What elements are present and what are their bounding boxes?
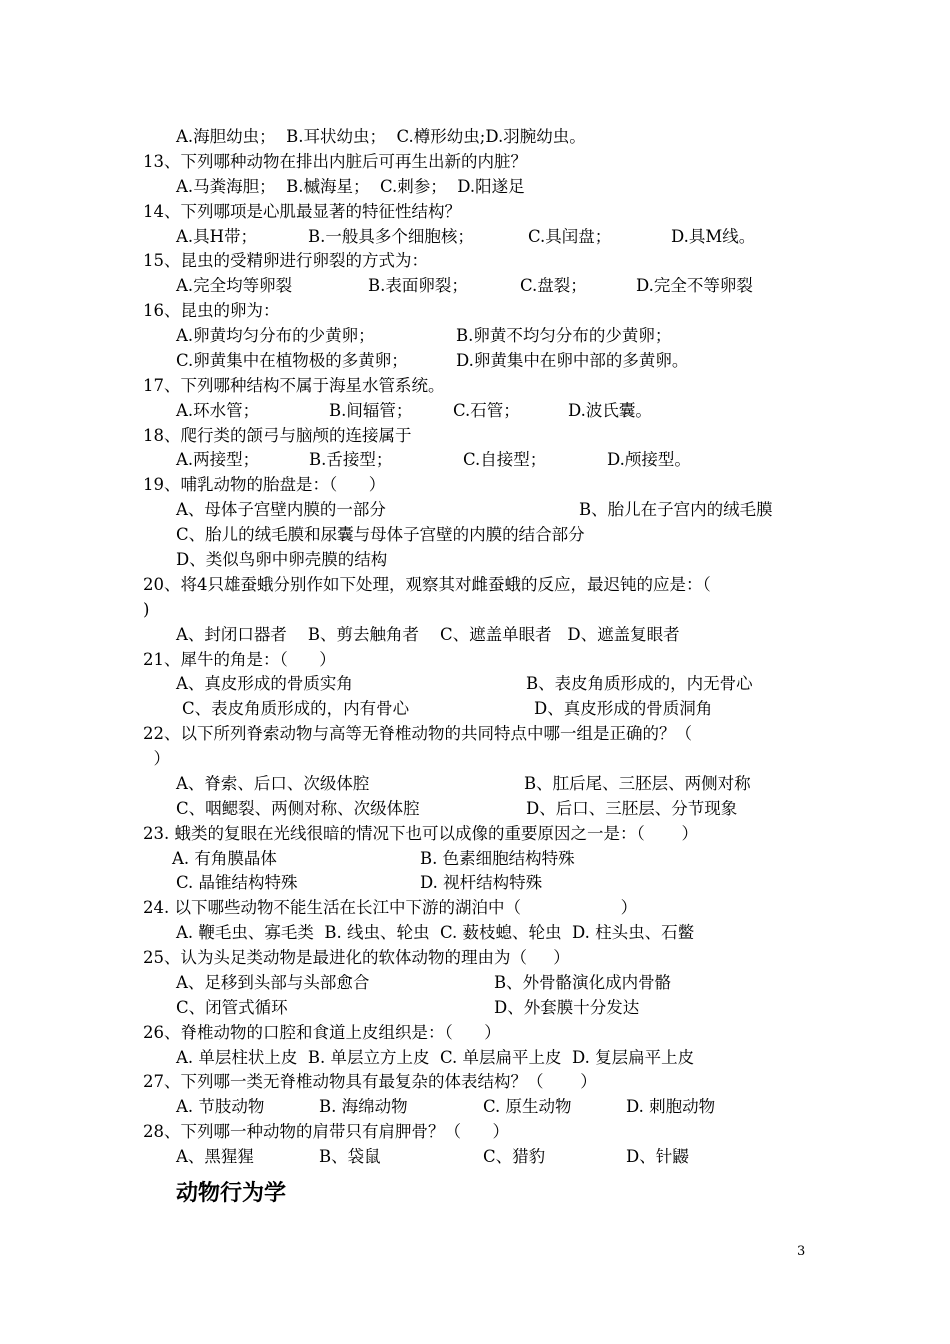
- option-text: C、咽鳃裂、两侧对称、次级体腔: [176, 798, 420, 818]
- options-line: A、封闭口器者 B、剪去触角者 C、遮盖单眼者 D、遮盖复眼者: [176, 624, 680, 644]
- option-text: B、表皮角质形成的，内无骨心: [526, 674, 753, 694]
- option-text: D.卵黄集中在卵中部的多黄卵。: [456, 350, 689, 370]
- question-line: ）: [143, 749, 170, 768]
- option-text: D、真皮形成的骨质洞角: [534, 699, 713, 719]
- option-text: B、外骨骼演化成内骨骼: [494, 972, 672, 992]
- page-number: 3: [797, 1244, 806, 1259]
- options-line: A.海胆幼虫； B.耳状幼虫； C.樽形幼虫;D.羽腕幼虫。: [176, 127, 586, 146]
- option-text: D.颅接型。: [607, 450, 691, 470]
- option-text: C. 原生动物: [483, 1097, 572, 1117]
- option-text: B.一般具多个细胞核；: [308, 226, 474, 246]
- option-text: B、胎儿在子宫内的绒毛膜: [579, 500, 773, 520]
- options-line: D、类似鸟卵中卵壳膜的结构: [176, 550, 388, 569]
- option-text: D、针鼹: [626, 1147, 689, 1167]
- question-line: 27、下列哪一类无脊椎动物具有最复杂的体表结构？（ ）: [143, 1072, 597, 1092]
- question-line: 14、下列哪项是心肌最显著的特征性结构？: [143, 201, 461, 221]
- option-text: D、外套膜十分发达: [494, 997, 640, 1017]
- options-line: C、胎儿的绒毛膜和尿囊与母体子宫壁的内膜的结合部分: [176, 525, 585, 545]
- options-line: A.马粪海胆； B.槭海星； C.刺参； D.阳遂足: [176, 176, 525, 196]
- option-text: C、猎豹: [483, 1147, 546, 1167]
- question-line: 22、以下所列脊索动物与高等无脊椎动物的共同特点中哪一组是正确的？（: [143, 724, 692, 744]
- option-text: A、母体子宫壁内膜的一部分: [176, 500, 386, 520]
- option-text: A.环水管；: [176, 400, 260, 420]
- option-text: D.波氏囊。: [568, 400, 652, 420]
- option-text: C. 晶锥结构特殊: [176, 873, 298, 893]
- option-text: A. 有角膜晶体: [172, 848, 277, 868]
- option-text: C.自接型；: [463, 450, 547, 470]
- question-line: 18、爬行类的颌弓与脑颅的连接属于: [143, 425, 412, 445]
- question-line: 26、脊椎动物的口腔和食道上皮组织是：（ ）: [143, 1022, 501, 1042]
- option-text: A、脊索、后口、次级体腔: [176, 773, 370, 793]
- question-line: ): [143, 599, 150, 619]
- option-text: B、肛后尾、三胚层、两侧对称: [524, 773, 751, 793]
- option-text: A. 节肢动物: [176, 1097, 265, 1117]
- option-text: B.表面卵裂；: [368, 276, 468, 296]
- question-line: 16、昆虫的卵为：: [143, 301, 280, 321]
- question-line: 19、哺乳动物的胎盘是：（ ）: [143, 475, 386, 495]
- option-text: C、闭管式循环: [176, 997, 288, 1017]
- option-text: C.具闰盘；: [528, 226, 612, 246]
- question-line: 28、下列哪一种动物的肩带只有肩胛骨？（ ）: [143, 1122, 509, 1142]
- section-heading: 动物行为学: [176, 1181, 287, 1206]
- question-line: 23. 蛾类的复眼在光线很暗的情况下也可以成像的重要原因之一是：（ ）: [143, 823, 698, 843]
- question-line: 15、昆虫的受精卵进行卵裂的方式为：: [143, 251, 428, 271]
- option-text: A.两接型；: [176, 450, 260, 470]
- question-line: 21、犀牛的角是：（ ）: [143, 649, 336, 669]
- option-text: B. 色素细胞结构特殊: [420, 848, 575, 868]
- option-text: A、足移到头部与头部愈合: [176, 972, 370, 992]
- option-text: B、袋鼠: [319, 1147, 381, 1167]
- option-text: C.石管；: [453, 400, 520, 420]
- question-line: 24. 以下哪些动物不能生活在长江中下游的湖泊中（ ）: [143, 898, 638, 918]
- question-line: 25、认为头足类动物是最进化的软体动物的理由为（ ）: [143, 948, 570, 967]
- option-text: D、后口、三胚层、分节现象: [526, 798, 738, 818]
- option-text: B.舌接型；: [309, 450, 393, 470]
- option-text: C.卵黄集中在植物极的多黄卵；: [176, 350, 408, 370]
- option-text: B.卵黄不均匀分布的少黄卵；: [456, 326, 672, 345]
- option-text: D.具M线。: [671, 226, 756, 246]
- option-text: A.具H带；: [176, 226, 258, 246]
- options-line: A. 鞭毛虫、寡毛类 B. 线虫、轮虫 C. 薮枝螅、轮虫 D. 柱头虫、石鳖: [176, 923, 695, 943]
- option-text: A.完全均等卵裂: [176, 276, 293, 296]
- question-line: 20、将4只雄蚕蛾分别作如下处理，观察其对雌蚕蛾的反应，最迟钝的应是：（: [143, 574, 711, 594]
- option-text: D. 视杆结构特殊: [420, 873, 543, 893]
- option-text: A、黑猩猩: [176, 1147, 254, 1167]
- option-text: D. 刺胞动物: [626, 1097, 716, 1117]
- option-text: C.盘裂；: [520, 276, 587, 296]
- option-text: B.间辐管；: [329, 400, 413, 420]
- question-line: 17、下列哪种结构不属于海星水管系统。: [143, 375, 445, 395]
- option-text: B. 海绵动物: [319, 1097, 408, 1117]
- option-text: C、表皮角质形成的，内有骨心: [182, 699, 410, 719]
- question-line: 13、下列哪种动物在排出内脏后可再生出新的内脏？: [143, 151, 527, 171]
- option-text: D.完全不等卵裂: [636, 276, 753, 296]
- option-text: A、真皮形成的骨质实角: [176, 674, 353, 694]
- options-line: A. 单层柱状上皮 B. 单层立方上皮 C. 单层扁平上皮 D. 复层扁平上皮: [176, 1047, 695, 1067]
- option-text: A.卵黄均匀分布的少黄卵；: [176, 326, 375, 345]
